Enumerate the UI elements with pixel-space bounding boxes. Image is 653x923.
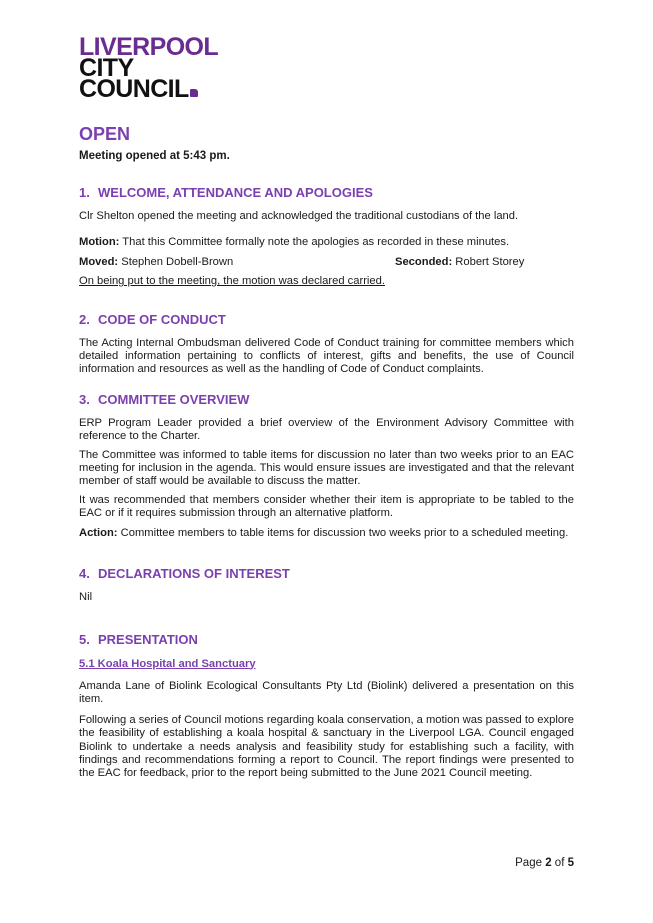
section-1-number: 1. — [79, 185, 90, 200]
section-4-number: 4. — [79, 566, 90, 582]
motion-text: That this Committee formally note the apologies as recorded in these minutes. — [119, 236, 510, 249]
council-logo — [79, 33, 239, 103]
section-3-paragraph-3: It was recommended that members consider whether their item is appropriate to be tabled to the EAC or if it requires submission through an alternative platform. — [79, 493, 574, 520]
section-2-title: CODE OF CONDUCT — [98, 311, 226, 327]
open-heading: OPEN — [79, 124, 131, 144]
page-footer — [515, 857, 574, 869]
logo-line-3-text: COUNCIL — [79, 75, 189, 103]
subsection-5-1-title: 5.1 Koala Hospital and Sanctuary — [79, 657, 256, 670]
section-4-paragraph: Nil — [79, 591, 93, 604]
section-3-paragraph-2: The Committee was informed to table items for discussion no later than two weeks prior to an EAC meeting for inclusion in the agenda. This would ensure issues are investigated and that the relevant member of staff would be available to discuss the matter. — [79, 448, 574, 488]
section-5-paragraph-2: Following a series of Council motions regarding koala conservation, a motion was passed to explore the feasibility of establishing a koala hospital & sanctuary in the Liverpool LGA. Council engaged Biolink to undertake a needs analysis and feasibility study for establishing such a facility, with findings and recommendations forming a report to Council. The report findings were presented to the EAC for feedback, prior to the report being submitted to the June 2021 Council meeting. — [79, 713, 574, 780]
section-2-paragraph: The Acting Internal Ombudsman delivered Code of Conduct training for committee members which detailed information pertaining to conflicts of interest, gifts and benefits, the use of Council information and resources as well as the handling of Code of Conduct complaints. — [79, 336, 574, 376]
section-5-heading — [79, 632, 574, 648]
motion-carried-text: On being put to the meeting, the motion was declared carried. — [79, 275, 385, 288]
section-1-heading — [79, 185, 574, 201]
section-4-title: DECLARATIONS OF INTEREST — [98, 566, 290, 582]
logo-dot-icon — [190, 89, 198, 97]
section-4-heading — [79, 566, 574, 582]
page-word: Page — [515, 857, 546, 869]
logo-line-2: CITY — [79, 54, 134, 82]
section-2-number: 2. — [79, 311, 90, 327]
action-label: Action: — [79, 526, 118, 539]
action-text: Committee members to table items for discussion two weeks prior to a scheduled meeting. — [117, 526, 569, 539]
moved-seconded-row — [79, 256, 574, 269]
motion-label: Motion: — [79, 236, 120, 249]
section-1-title: WELCOME, ATTENDANCE AND APOLOGIES — [98, 185, 373, 200]
section-5-title: PRESENTATION — [98, 631, 198, 647]
section-1-paragraph: Clr Shelton opened the meeting and acknowledged the traditional custodians of the land. — [79, 210, 519, 222]
logo-line-1: LIVERPOOL — [79, 33, 219, 61]
section-3-paragraph-1: ERP Program Leader provided a brief overview of the Environment Advisory Committee with reference to the Charter. — [79, 416, 574, 443]
seconded-cell — [395, 256, 524, 269]
moved-label: Moved: — [79, 255, 119, 268]
of-word: of — [551, 857, 568, 869]
section-5-paragraph-1: Amanda Lane of Biolink Ecological Consultants Pty Ltd (Biolink) delivered a presentation on this item. — [79, 679, 574, 706]
current-page-number: 2 — [545, 857, 552, 869]
section-3-number: 3. — [79, 391, 90, 407]
moved-name: Stephen Dobell-Brown — [118, 255, 234, 268]
section-2-heading — [79, 312, 574, 328]
section-3-title: COMMITTEE OVERVIEW — [98, 391, 250, 407]
seconded-label: Seconded: — [395, 255, 453, 268]
section-5-number: 5. — [79, 631, 90, 647]
seconded-name: Robert Storey — [452, 255, 525, 268]
action-paragraph — [79, 527, 574, 540]
moved-cell — [79, 256, 395, 269]
section-3-heading — [79, 392, 574, 408]
logo-line-3 — [79, 75, 239, 103]
document-body — [79, 123, 574, 781]
meeting-opened-text: Meeting opened at 5:43 pm. — [79, 150, 230, 162]
motion-paragraph — [79, 236, 574, 249]
total-page-number: 5 — [567, 857, 574, 869]
